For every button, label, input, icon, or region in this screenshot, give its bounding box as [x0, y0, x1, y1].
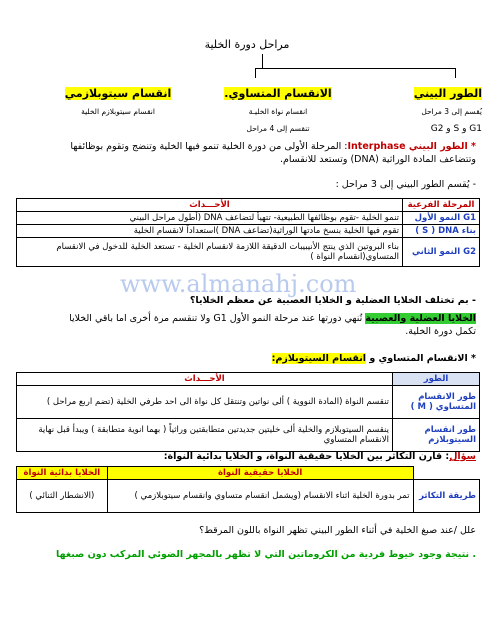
page-title: مراحل دورة الخلية: [204, 38, 290, 51]
event-cell: تنمو الخلية -تقوم بوظائفها الطبيعية- تتهيأ لتضاعف DNA (أطول مراحل البيني: [17, 212, 403, 225]
table-header-stage: الطور: [393, 373, 480, 386]
question-2-label: سؤال: [449, 451, 476, 462]
table-header-row: [17, 373, 480, 386]
event-cell: بناء البروتين الذي ينتج الأنيبيبات الدقيقة اللازمة لانقسام الخلية - تستعد الخلية للدخول في الانقسام المتساوي(انقسام النواة ): [17, 238, 403, 267]
table-row: [17, 212, 480, 225]
watermark: www.almanahj.com: [120, 270, 357, 298]
tree-stem: [262, 54, 263, 68]
table-row: [17, 225, 480, 238]
stage-cell: G1 النمو الأول: [403, 212, 480, 225]
branch-mitosis: [208, 82, 348, 133]
mitosis-heading-highlight: انقسام السيتوبلازم:: [271, 353, 367, 364]
cytokinesis-label: انقسام سيتوبلازمي: [64, 87, 172, 100]
interphase-def-text2: وتتضاعف المادة الوراثية (DNA) وتستعد للانقسام.: [279, 154, 476, 165]
event-cell: تقوم فيها الخلية بنسخ مادتها الوراثية(تضاعف DNA )استعداداً لانقسام الخلية: [17, 225, 403, 238]
table-header-stage: المرحلة الفرعية: [403, 199, 480, 212]
mitosis-heading-prefix: * الانقسام المتساوي و: [369, 353, 476, 364]
question-2: [16, 450, 476, 463]
question-3: علل /عند صبغ الخلية في أثناء الطور البيني تظهر النواة باللون المرقط؟: [199, 525, 476, 536]
interphase-def-lead: * الطور البيني Interphase: [347, 141, 476, 152]
answer-1-line2: تكمل دورة الخلية.: [405, 326, 476, 337]
mitosis-heading: [16, 352, 476, 365]
table-header-eukaryote: الخلايا حقيقية النواة: [107, 467, 413, 480]
event-cell: ينقسم السيتوبلازم والخلية ألى خليتين جديدتين متطابقتين وراثياً ( بهما انوية متطابقة ) ويبدأ قبل نهاية الانقسام المتساوي: [17, 419, 393, 452]
tree-right: [455, 68, 456, 78]
eukaryote-cell: تمر بدورة الخلية اثناء الانقسام (ويشمل انقسام متساوي وانقسام سيتوبلازمي ): [107, 480, 413, 513]
interphase-label: الطور البيني: [413, 87, 482, 100]
cytokinesis-sub1: انقسام سيتوبلازم الخلية: [81, 107, 155, 116]
table-header-events: الأحـــداث: [17, 373, 393, 386]
row-label: طريقة التكاثر: [413, 480, 480, 513]
event-cell: تنقسم النواة (المادة النووية ) ألى نواتين وتنتقل كل نواة الى احد طرفي الخلية (تضم اربع مراحل ): [17, 386, 393, 419]
mitosis-sub2: تنقسم إلى 4 مراحل: [246, 124, 310, 133]
interphase-definition: [16, 140, 476, 166]
interphase-sub2: G1 و S و G2: [430, 124, 482, 134]
comparison-table: [16, 466, 480, 513]
tree-left: [255, 68, 256, 78]
table-header-row: [17, 199, 480, 212]
stage-cell: G2 النمو الثاني: [403, 238, 480, 267]
tree-bar: [255, 68, 455, 69]
branch-interphase: [414, 82, 482, 134]
answer-1-line1: تُنهي دورتها عند مرحلة النمو الأول G1 ولا تنقسم مرة أخرى اما باقي الخلايا: [69, 313, 363, 324]
mitosis-sub1: انقسام نواة الخليـة: [248, 107, 308, 116]
answer-1: [16, 312, 476, 338]
mitosis-table: [16, 372, 480, 452]
stages-intro: - يُقسم الطور البيني إلى 3 مراحل :: [335, 179, 476, 190]
question-1: - بم تختلف الخلايا العضلية و الخلايا العصبية عن معظم الخلايا؟: [189, 295, 476, 306]
stage-cell: طور انقسام السيتوبلازم: [393, 419, 480, 452]
table-row: [17, 238, 480, 267]
interphase-table: [16, 198, 480, 267]
interphase-def-text1: : المرحلة الأولى من دورة الخلية تنمو فيها الخلية وتنضج وتقوم بوظائفها: [70, 141, 348, 152]
table-header-events: الأحـــداث: [17, 199, 403, 212]
mitosis-label: الانقسام المتساوي.: [224, 87, 332, 100]
table-row: [17, 419, 480, 452]
answer-3: . نتيجة وجود خيوط فردية من الكروماتين التي لا تظهر بالمجهر الضوئي المركب دون صبغها: [56, 549, 476, 560]
prokaryote-cell: (الانشطار الثنائي ): [17, 480, 108, 513]
table-row: [17, 480, 480, 513]
answer-1-highlight: الخلايا العضلية والعصبية: [365, 313, 476, 324]
stage-cell: بناء S ) DNA ): [403, 225, 480, 238]
stage-cell: طور الانقسام المتساوي ( M ): [393, 386, 480, 419]
table-header-prokaryote: الخلايا بدائية النواة: [17, 467, 108, 480]
question-2-text: : قارن التكاثر بين الخلايا حقيقية النواة، و الخلايا بدائية النواة:: [163, 451, 450, 462]
table-header-row: [17, 467, 480, 480]
table-row: [17, 386, 480, 419]
branch-cytokinesis: [28, 82, 208, 116]
interphase-sub1: يُقسم إلى 3 مراحل: [421, 107, 482, 116]
table-header-empty: [413, 467, 480, 480]
